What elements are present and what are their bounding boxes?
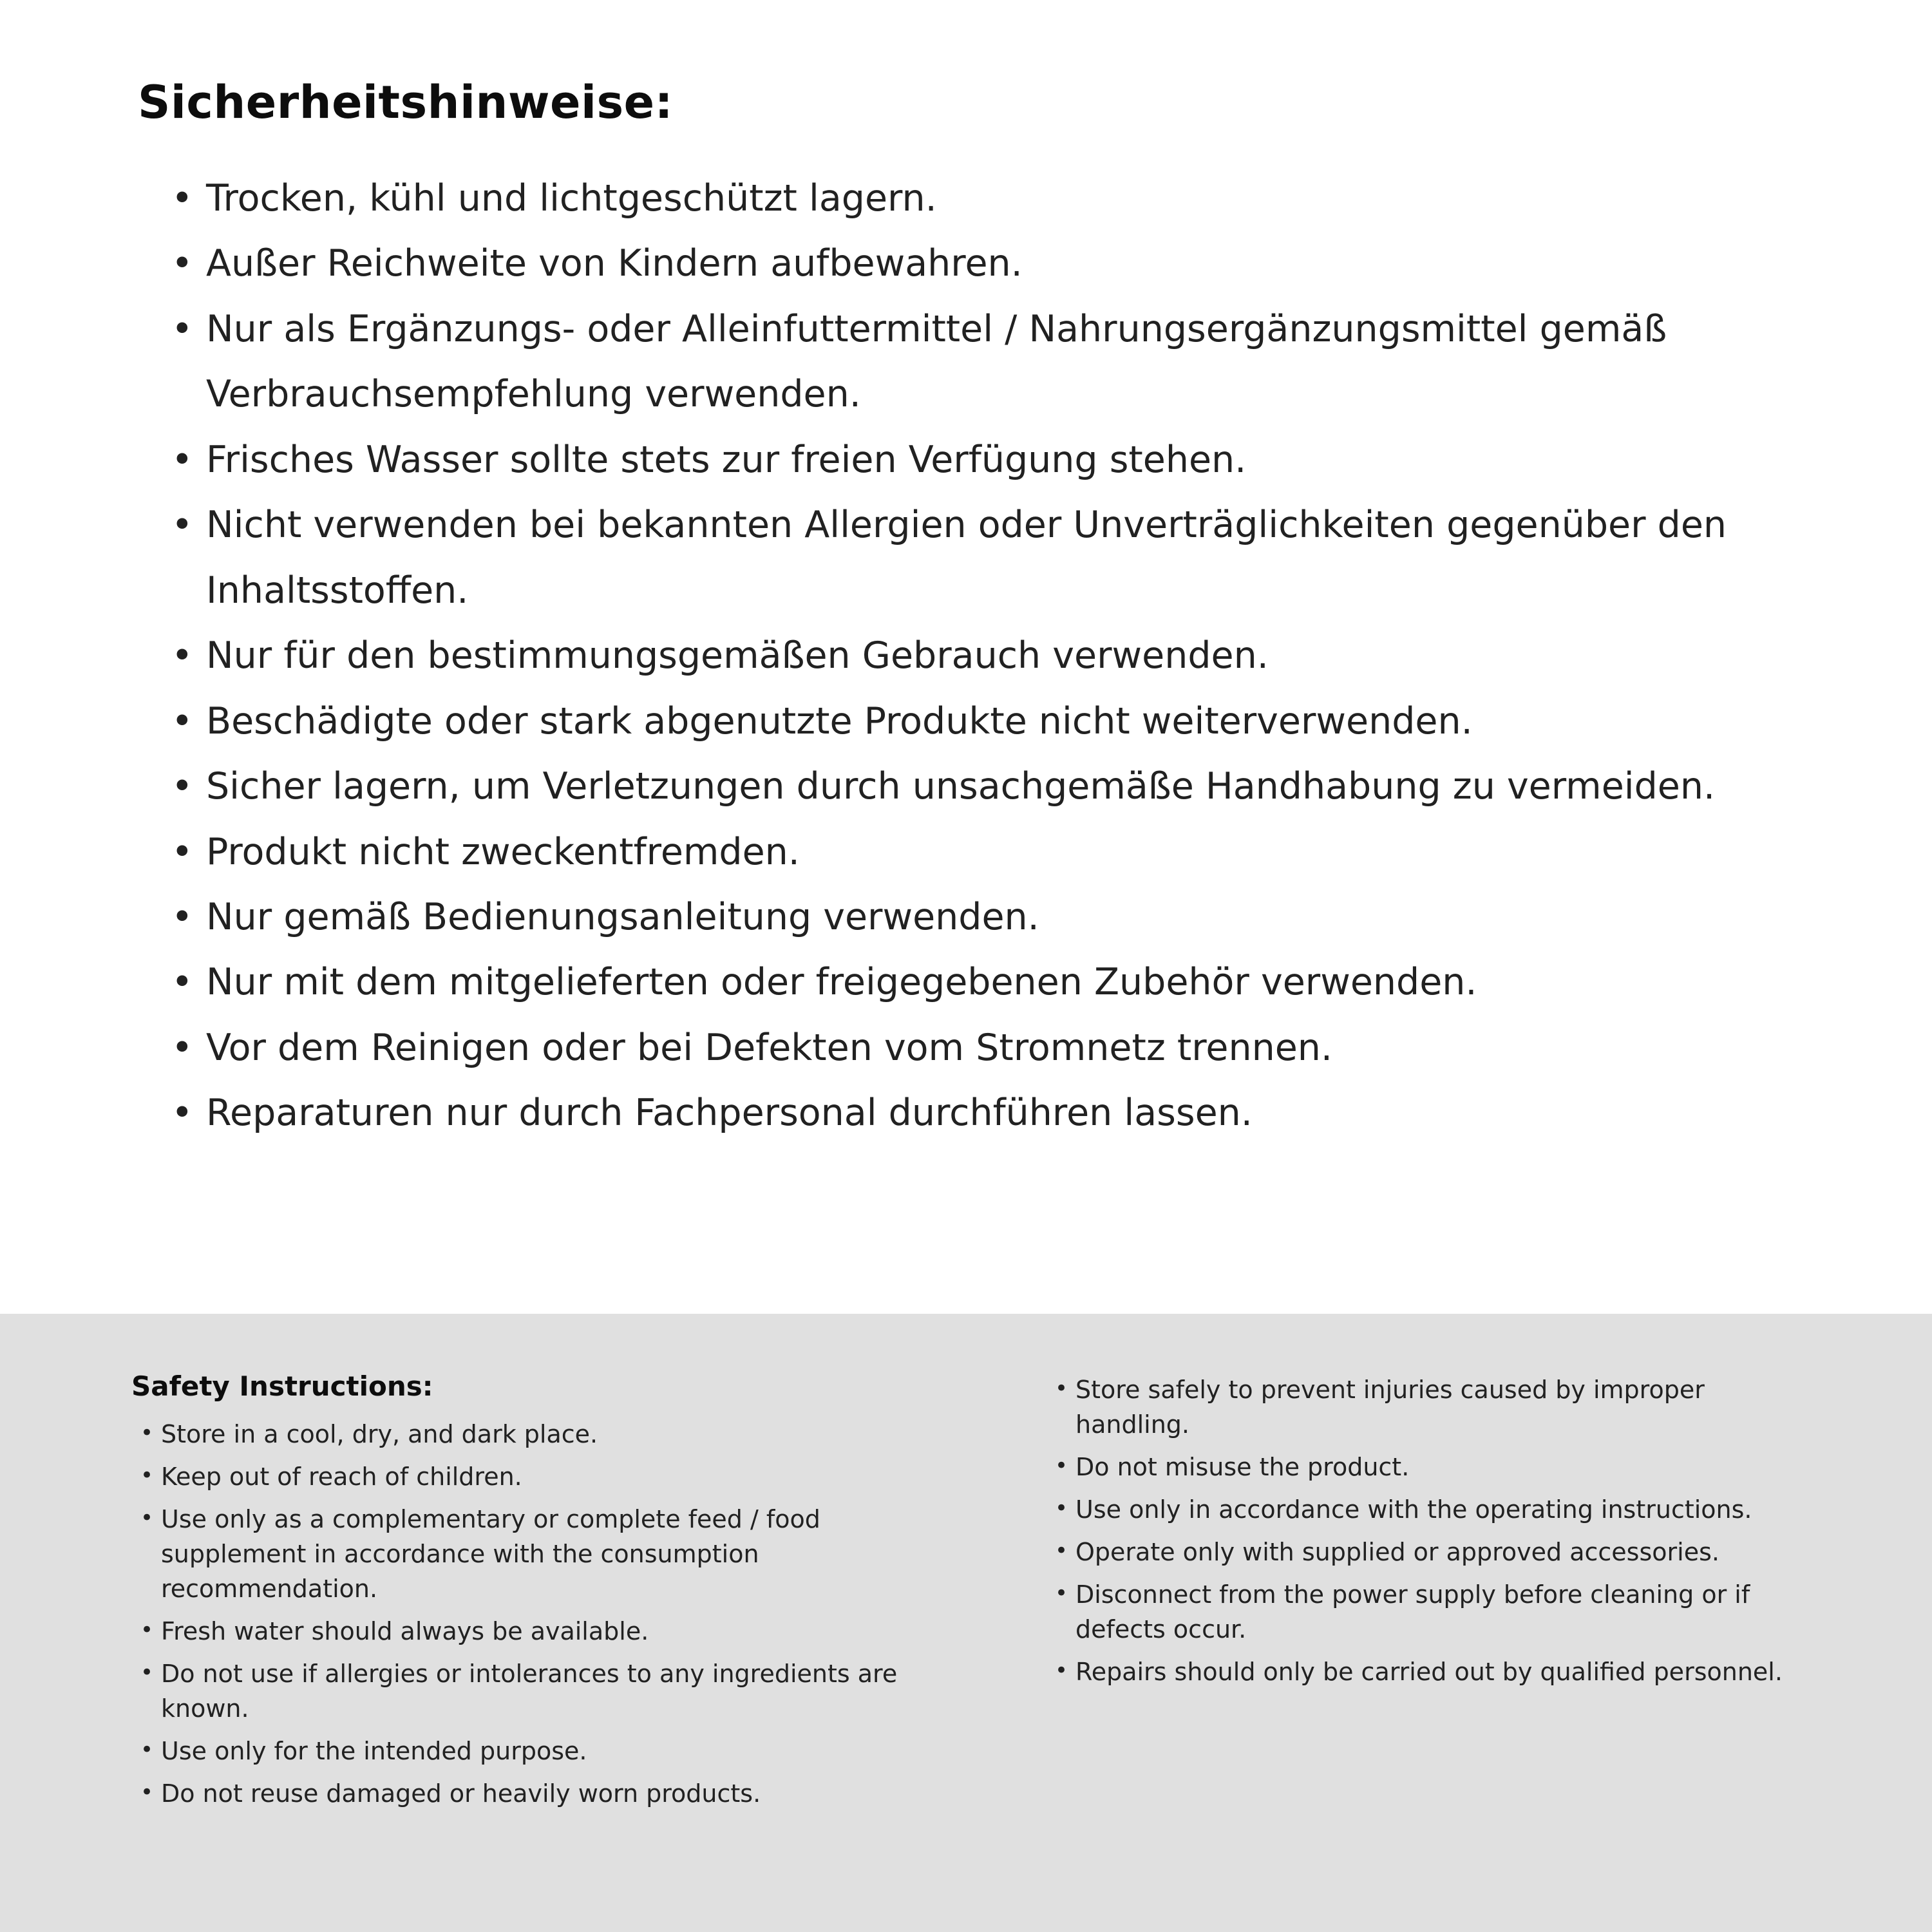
list-item: • Nur als Ergänzungs- oder Alleinfuttermittel / Nahrungsergänzungsmittel gemäß Verbrauchsempfehlung verwenden. — [138, 297, 1790, 428]
list-item: • Keep out of reach of children. — [131, 1460, 949, 1495]
list-item: • Store safely to prevent injuries caused by improper handling. — [1046, 1373, 1826, 1443]
list-item: • Nur für den bestimmungsgemäßen Gebrauch verwenden. — [138, 623, 1790, 688]
list-item: • Store in a cool, dry, and dark place. — [131, 1417, 949, 1452]
list-item: • Do not use if allergies or intolerances to any ingredients are known. — [131, 1657, 949, 1727]
english-instructions-list-left — [131, 1417, 949, 1812]
list-item: • Nur mit dem mitgelieferten oder freigegebenen Zubehör verwenden. — [138, 950, 1790, 1015]
list-item: • Trocken, kühl und lichtgeschützt lagern. — [138, 166, 1790, 231]
list-item: • Frisches Wasser sollte stets zur freien Verfügung stehen. — [138, 428, 1790, 493]
english-section — [0, 1314, 1932, 1932]
english-section-title: Safety Instructions: — [131, 1370, 433, 1402]
list-item: • Use only for the intended purpose. — [131, 1734, 949, 1769]
list-item: • Sicher lagern, um Verletzungen durch unsachgemäße Handhabung zu vermeiden. — [138, 754, 1790, 819]
list-item: • Außer Reichweite von Kindern aufbewahren. — [138, 231, 1790, 296]
list-item: • Use only as a complementary or complete feed / food supplement in accordance with the consumption recommendation. — [131, 1502, 949, 1607]
list-item: • Reparaturen nur durch Fachpersonal durchführen lassen. — [138, 1081, 1790, 1146]
english-right-column — [1046, 1370, 1826, 1932]
list-item: • Do not reuse damaged or heavily worn products. — [131, 1777, 949, 1812]
list-item: • Vor dem Reinigen oder bei Defekten vom Stromnetz trennen. — [138, 1016, 1790, 1081]
german-instructions-list — [138, 166, 1790, 1146]
list-item: • Produkt nicht zweckentfremden. — [138, 820, 1790, 885]
list-item: • Operate only with supplied or approved accessories. — [1046, 1535, 1826, 1570]
list-item: • Fresh water should always be available. — [131, 1615, 949, 1649]
list-item: • Nur gemäß Bedienungsanleitung verwenden. — [138, 885, 1790, 950]
list-item: • Repairs should only be carried out by qualified personnel. — [1046, 1655, 1826, 1690]
list-item: • Use only in accordance with the operating instructions. — [1046, 1493, 1826, 1528]
list-item: • Disconnect from the power supply before cleaning or if defects occur. — [1046, 1578, 1826, 1647]
list-item: • Beschädigte oder stark abgenutzte Produkte nicht weiterverwenden. — [138, 689, 1790, 754]
list-item: • Do not misuse the product. — [1046, 1450, 1826, 1485]
english-left-column — [131, 1370, 949, 1932]
english-instructions-list-right — [1046, 1373, 1826, 1690]
german-section-title: Sicherheitshinweise: — [138, 76, 674, 129]
list-item: • Nicht verwenden bei bekannten Allergien oder Unverträglichkeiten gegenüber den Inhaltsstoffen. — [138, 493, 1790, 623]
